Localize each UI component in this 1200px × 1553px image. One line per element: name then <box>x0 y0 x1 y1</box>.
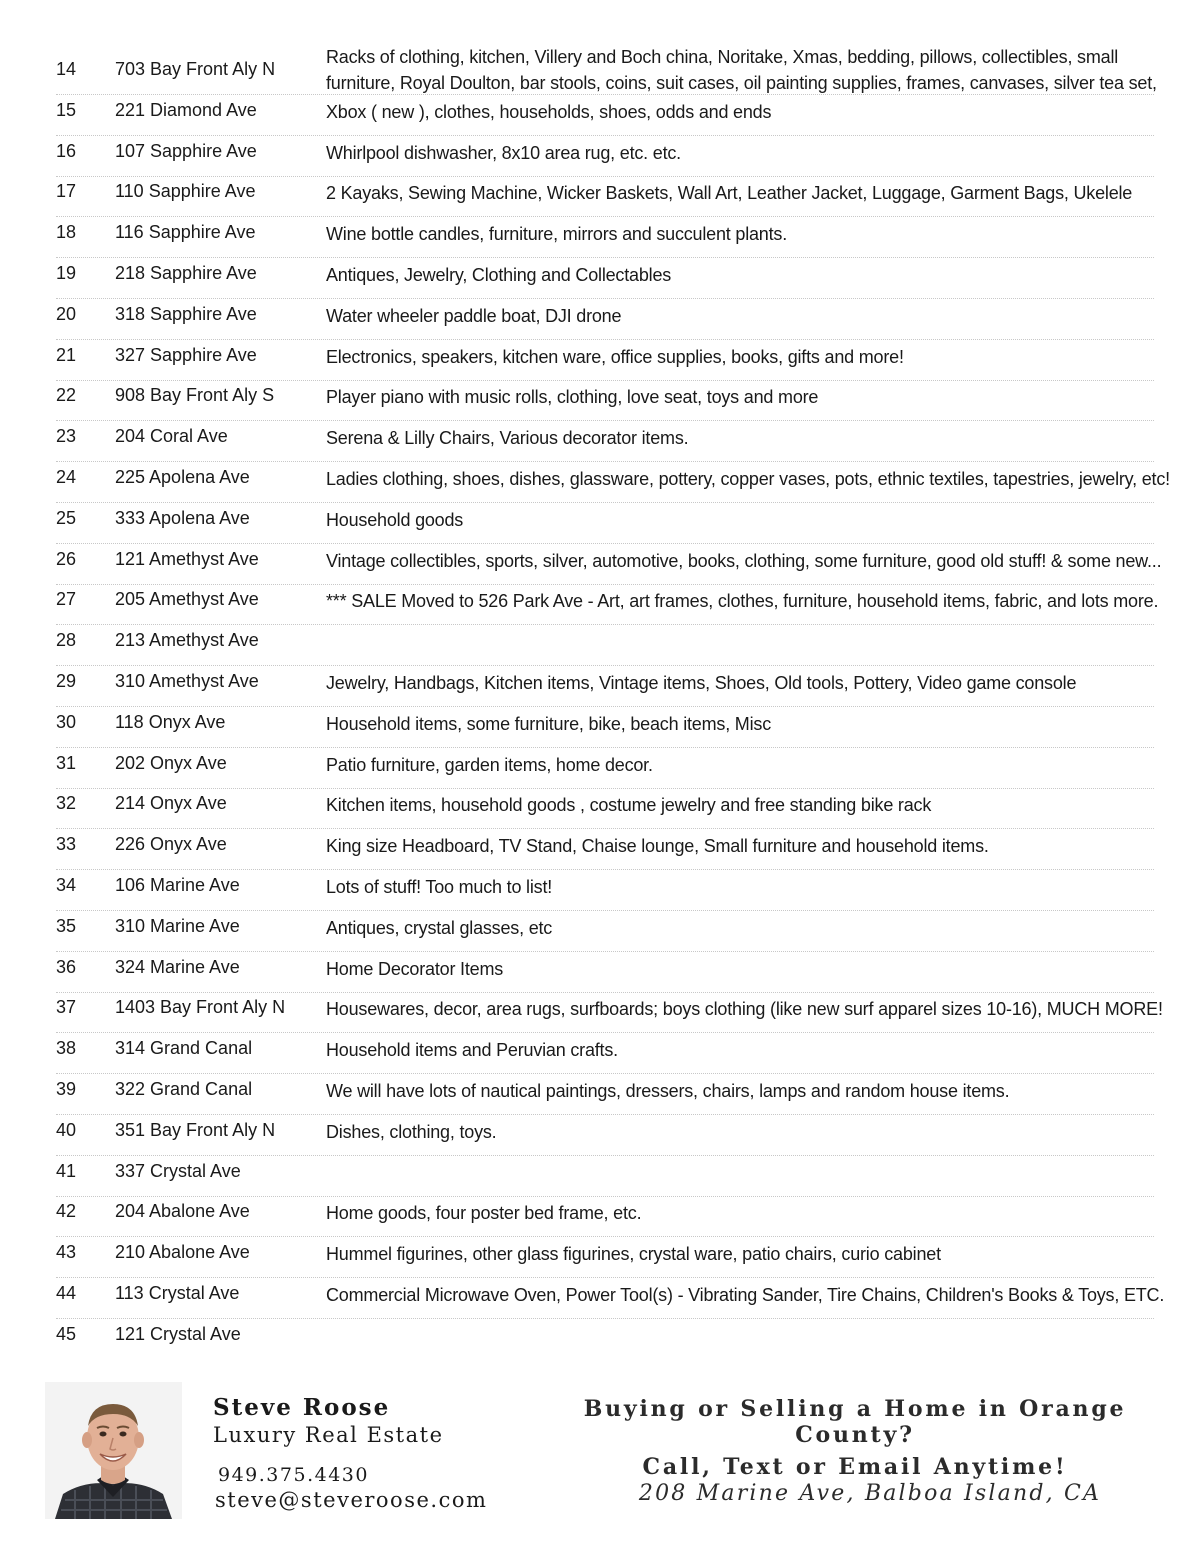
sale-number: 30 <box>56 711 77 732</box>
sale-address: 218 Sapphire Ave <box>115 263 257 283</box>
sale-address: 213 Amethyst Ave <box>115 630 259 651</box>
sale-description: King size Headboard, TV Stand, Chaise lounge, Small furniture and household items. <box>326 836 989 857</box>
sale-address: 107 Sapphire Ave <box>115 140 257 161</box>
sale-description: Household items and Peruvian crafts. <box>326 1040 618 1061</box>
sale-row <box>56 829 1154 870</box>
sale-description: Lots of stuff! Too much to list! <box>326 877 553 897</box>
sale-address: 210 Abalone Ave <box>115 1242 250 1263</box>
sale-description: Ladies clothing, shoes, dishes, glassware, pottery, copper vases, pots, ethnic textiles, tapestries, jewelry, etc! <box>326 469 1170 489</box>
sale-row <box>56 340 1154 381</box>
cta-headline: Buying or Selling a Home in Orange County? <box>583 1396 1127 1448</box>
sale-number: 34 <box>56 875 77 895</box>
sale-number: 45 <box>56 1323 77 1344</box>
sale-address: 310 Amethyst Ave <box>115 671 259 691</box>
sale-address: 324 Marine Ave <box>115 956 240 977</box>
call-to-action <box>530 1396 1180 1480</box>
sale-description: Home Decorator Items <box>326 958 504 979</box>
sale-description: Whirlpool dishwasher, 8x10 area rug, etc. etc. <box>326 142 681 163</box>
sale-number: 41 <box>56 1160 77 1181</box>
sale-address: 110 Sapphire Ave <box>115 181 256 202</box>
sale-row <box>56 47 1157 95</box>
sale-address: 204 Coral Ave <box>115 426 228 447</box>
sale-number: 37 <box>56 997 77 1018</box>
sale-row <box>56 258 1154 299</box>
sale-number: 44 <box>56 1283 77 1303</box>
sale-number: 39 <box>56 1079 77 1099</box>
sale-description: Jewelry, Handbags, Kitchen items, Vintage items, Shoes, Old tools, Pottery, Video game console <box>326 673 1077 693</box>
sale-row <box>56 1319 1154 1360</box>
sale-row <box>56 788 1154 829</box>
agent-email: steve@steveroose.com <box>215 1488 488 1512</box>
sale-number: 24 <box>56 467 77 487</box>
sale-description: Dishes, clothing, toys. <box>326 1121 497 1142</box>
sale-description: Electronics, speakers, kitchen ware, office supplies, books, gifts and more! <box>326 346 904 367</box>
sale-address: 310 Marine Ave <box>115 915 240 936</box>
sale-number: 31 <box>56 752 77 773</box>
sale-number: 29 <box>56 671 77 691</box>
sale-address: 225 Apolena Ave <box>115 467 250 487</box>
sale-number: 42 <box>56 1201 77 1222</box>
sale-address: 113 Crystal Ave <box>115 1283 240 1303</box>
sale-description: Household goods <box>326 509 464 530</box>
sale-address: 314 Grand Canal <box>115 1038 253 1059</box>
sale-row <box>56 1156 1154 1197</box>
agent-title: Luxury Real Estate <box>213 1423 444 1447</box>
sale-row <box>56 136 1154 177</box>
sale-row <box>56 1033 1154 1074</box>
sale-description: Housewares, decor, area rugs, surfboards; boys clothing (like new surf apparel sizes 10-16), MUCH MORE! <box>326 999 1163 1020</box>
sale-description: *** SALE Moved to 526 Park Ave - Art, art frames, clothes, furniture, household items, fabric, and lots more. <box>326 591 1159 612</box>
sale-row <box>56 503 1154 544</box>
sale-row <box>56 625 1154 666</box>
sale-address: 351 Bay Front Aly N <box>115 1119 276 1140</box>
sale-description: Home goods, four poster bed frame, etc. <box>326 1203 642 1224</box>
sale-number: 22 <box>56 385 77 406</box>
sale-number: 25 <box>56 507 77 528</box>
sale-number: 43 <box>56 1242 77 1263</box>
sale-number: 19 <box>56 263 77 283</box>
sale-description: Vintage collectibles, sports, silver, automotive, books, clothing, some furniture, good old stuff! & some new... <box>326 550 1162 571</box>
sale-address: 121 Amethyst Ave <box>115 548 259 569</box>
sale-description: Household items, some furniture, bike, beach items, Misc <box>326 713 771 734</box>
sale-row <box>56 1278 1165 1319</box>
sale-address: 202 Onyx Ave <box>115 752 227 773</box>
sale-number: 20 <box>56 303 77 324</box>
sale-row <box>56 1196 1154 1237</box>
sale-row <box>56 1237 1154 1278</box>
sale-number: 23 <box>56 426 77 447</box>
sale-description: Antiques, Jewelry, Clothing and Collectables <box>326 265 672 285</box>
sale-address: 337 Crystal Ave <box>115 1160 241 1181</box>
agent-footer <box>0 1380 1200 1553</box>
sale-number: 26 <box>56 548 77 569</box>
sale-row <box>56 666 1154 707</box>
sale-number: 40 <box>56 1119 77 1140</box>
sale-description: Racks of clothing, kitchen, Villery and Boch china, Noritake, Xmas, bedding, pillows, collectibles, small furniture, Royal Doulton, bar stools, coins, suit cases, oil painting supplies, frames, canvases, silver tea set, <box>326 47 1157 93</box>
sale-number: 36 <box>56 956 77 977</box>
agent-photo <box>45 1382 182 1519</box>
sale-address: 908 Bay Front Aly S <box>115 385 275 406</box>
sale-row <box>56 544 1162 585</box>
sale-number: 21 <box>56 344 77 365</box>
sale-row <box>56 380 1154 421</box>
sale-description: Patio furniture, garden items, home decor. <box>326 754 653 775</box>
office-address: 208 Marine Ave, Balboa Island, CA <box>638 1481 1102 1506</box>
sale-row <box>56 584 1159 625</box>
sale-row <box>56 462 1170 503</box>
sale-number: 35 <box>56 915 77 936</box>
sale-description: Hummel figurines, other glass figurines, crystal ware, patio chairs, curio cabinet <box>326 1244 941 1265</box>
sale-number: 38 <box>56 1038 77 1059</box>
sale-number: 18 <box>56 222 77 243</box>
sale-address: 118 Onyx Ave <box>115 711 226 732</box>
sale-address: 1403 Bay Front Aly N <box>115 997 286 1018</box>
agent-name: Steve Roose <box>213 1394 391 1421</box>
sale-number: 27 <box>56 589 77 610</box>
sale-row <box>56 992 1163 1033</box>
sale-row <box>56 217 1154 258</box>
sale-row <box>56 95 1154 136</box>
sale-address: 205 Amethyst Ave <box>115 589 259 610</box>
sale-number: 14 <box>56 59 77 79</box>
sale-description: Serena & Lilly Chairs, Various decorator items. <box>326 428 689 449</box>
sale-description: Wine bottle candles, furniture, mirrors and succulent plants. <box>326 224 788 245</box>
sale-description: Player piano with music rolls, clothing, love seat, toys and more <box>326 387 819 408</box>
cta-subline: Call, Text or Email Anytime! <box>642 1454 1068 1480</box>
sale-number: 17 <box>56 181 77 202</box>
sale-number: 33 <box>56 834 77 855</box>
sale-description: Commercial Microwave Oven, Power Tool(s) - Vibrating Sander, Tire Chains, Children's Books & Toys, ETC. <box>326 1285 1165 1305</box>
sale-description: 2 Kayaks, Sewing Machine, Wicker Baskets, Wall Art, Leather Jacket, Luggage, Garment Bags, Ukelele <box>326 183 1133 204</box>
sale-address: 106 Marine Ave <box>115 875 240 895</box>
sale-row <box>56 176 1154 217</box>
sale-row <box>56 1115 1154 1156</box>
sale-address: 204 Abalone Ave <box>115 1201 250 1222</box>
sale-row <box>56 748 1154 789</box>
sale-address: 333 Apolena Ave <box>115 507 250 528</box>
sale-row <box>56 1074 1154 1115</box>
sale-address: 214 Onyx Ave <box>115 793 227 814</box>
sale-description: We will have lots of nautical paintings, dressers, chairs, lamps and random house items. <box>326 1081 1010 1101</box>
sale-address: 226 Onyx Ave <box>115 834 227 855</box>
sale-description: Antiques, crystal glasses, etc <box>326 917 553 938</box>
sale-row <box>56 421 1154 462</box>
sale-row <box>56 870 1154 911</box>
sale-description: Kitchen items, household goods , costume jewelry and free standing bike rack <box>326 795 932 816</box>
sale-address: 318 Sapphire Ave <box>115 303 257 324</box>
sale-row <box>56 707 1154 748</box>
sale-row <box>56 911 1154 952</box>
sale-address: 327 Sapphire Ave <box>115 344 257 365</box>
sale-number: 16 <box>56 140 77 161</box>
sale-row <box>56 299 1154 340</box>
sale-address: 221 Diamond Ave <box>115 99 257 120</box>
sale-row <box>56 952 1154 993</box>
sale-description: Xbox ( new ), clothes, households, shoes, odds and ends <box>326 101 772 122</box>
sale-number: 28 <box>56 630 77 651</box>
sale-address: 703 Bay Front Aly N <box>115 59 276 79</box>
sale-address: 116 Sapphire Ave <box>115 222 256 243</box>
agent-phone: 949.375.4430 <box>218 1464 369 1486</box>
sale-description: Water wheeler paddle boat, DJI drone <box>326 305 622 326</box>
sale-number: 32 <box>56 793 77 814</box>
sale-address: 121 Crystal Ave <box>115 1323 241 1344</box>
sale-address: 322 Grand Canal <box>115 1079 253 1099</box>
sale-number: 15 <box>56 99 77 120</box>
